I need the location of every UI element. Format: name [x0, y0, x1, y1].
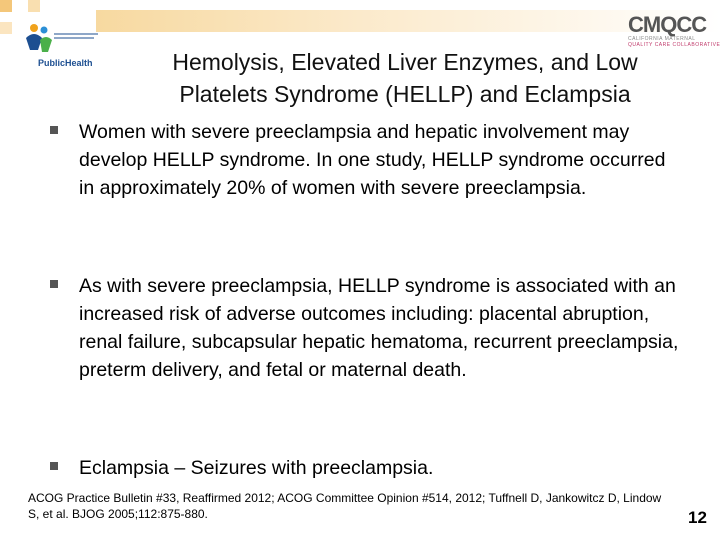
decor-square [0, 0, 12, 12]
bullet-text: As with severe preeclampsia, HELLP syndrome is associated with an increased risk of adverse outcomes including: placental abruption, renal failure, subcapsular hepatic hematoma, recurrent preeclampsia, preterm delivery, and fetal or maternal death. [79, 275, 679, 381]
slide-title [110, 46, 700, 110]
reference-citation: ACOG Practice Bulletin #33, Reaffirmed 2012; ACOG Committee Opinion #514, 2012; Tuffnell D, Jankowitcz D, Lindow S, et al. BJOG 2005;112:875-880. [28, 491, 662, 521]
bullet-text: Women with severe preeclampsia and hepatic involvement may develop HELLP syndrome. In one study, HELLP syndrome occurred in approximately 20% of women with severe preeclampsia. [79, 121, 666, 199]
decor-square [0, 22, 12, 34]
cmqcc-subtitle-1: CALIFORNIA MATERNAL [628, 36, 696, 42]
bullet-square-icon [50, 280, 58, 288]
decor-square [28, 0, 40, 12]
bullet-text: Eclampsia – Seizures with preeclampsia. [79, 457, 434, 479]
public-health-logo [18, 20, 100, 72]
cmqcc-subtitle-2: QUALITY CARE COLLABORATIVE [628, 42, 720, 48]
cmqcc-brand: CMQCC [628, 12, 707, 37]
bullet-square-icon [50, 126, 58, 134]
public-health-icon [18, 20, 100, 60]
bullet-square-icon [50, 462, 58, 470]
slide-title-line-2: Platelets Syndrome (HELLP) and Eclampsia [179, 81, 631, 107]
page-number: 12 [688, 508, 707, 527]
public-health-text: PublicHealth [38, 58, 93, 68]
slide-title-line-1: Hemolysis, Elevated Liver Enzymes, and Low [172, 49, 638, 75]
